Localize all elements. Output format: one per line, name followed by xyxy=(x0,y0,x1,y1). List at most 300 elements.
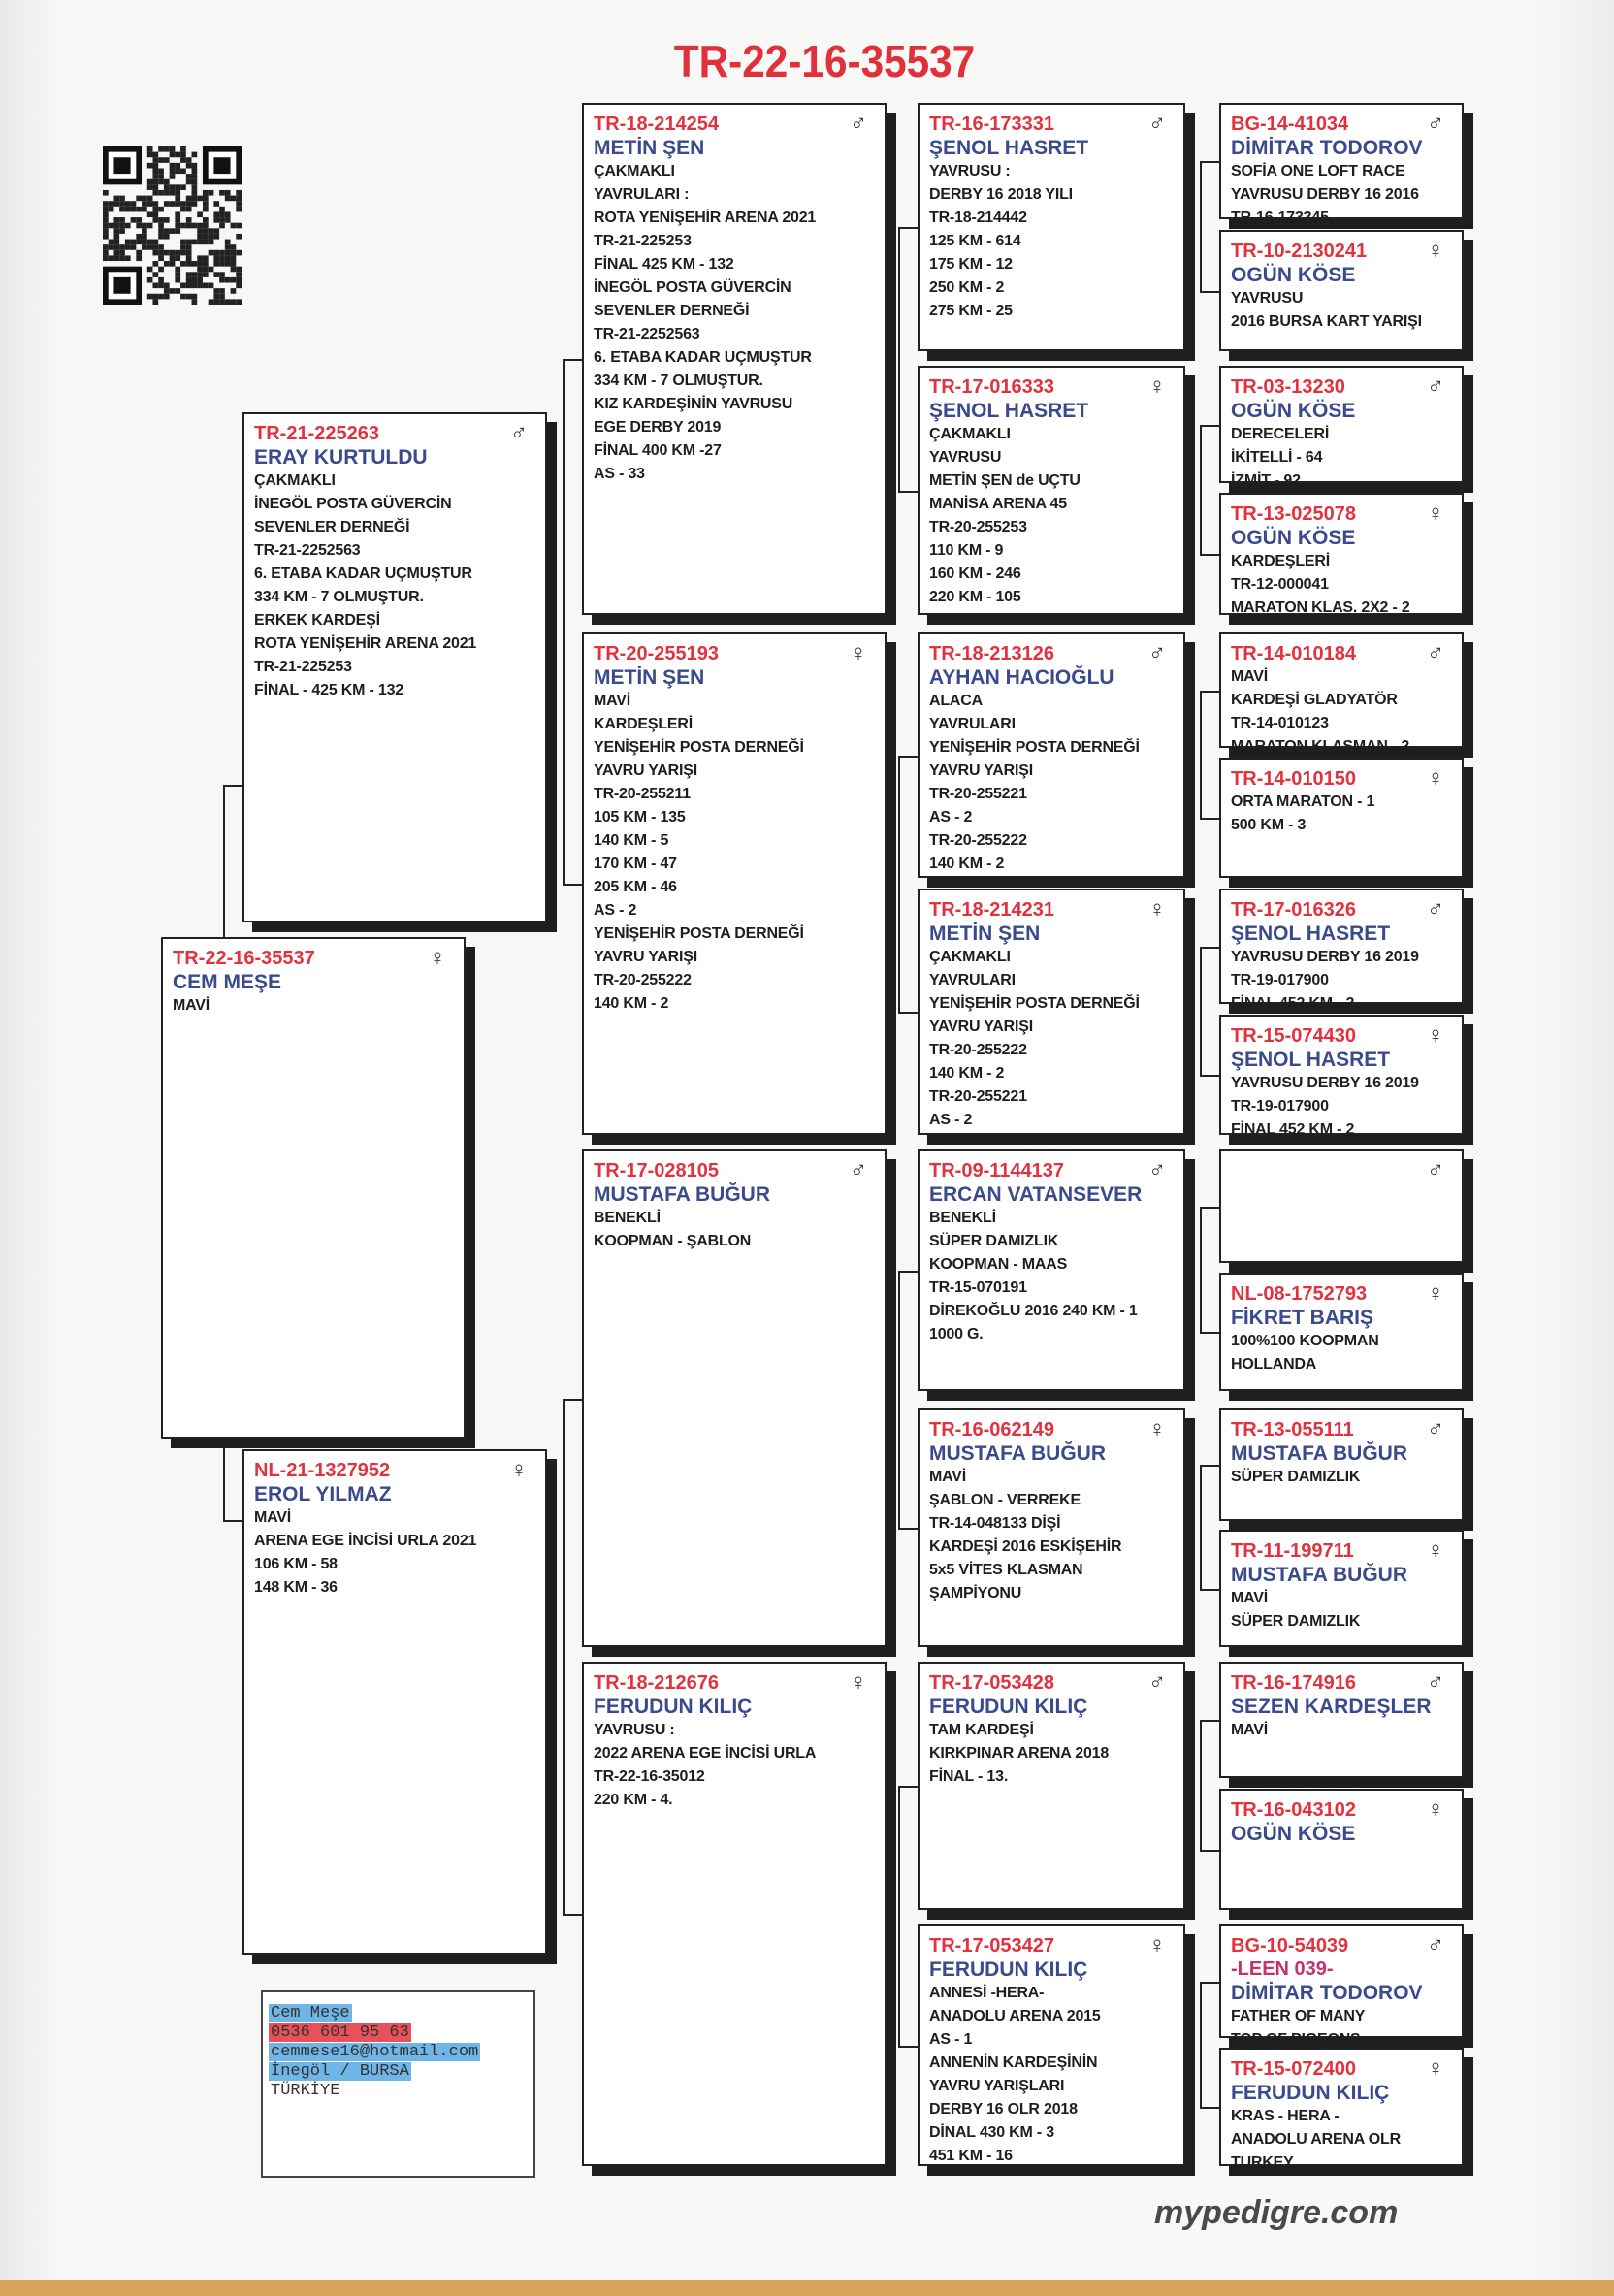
contact-line xyxy=(269,2004,528,2023)
qr-module xyxy=(136,255,142,261)
qr-module xyxy=(197,272,203,277)
note-line: FİNAL 452 KM - 2 xyxy=(1231,1121,1355,1138)
qr-module xyxy=(197,261,203,267)
note-line: SOFİA ONE LOFT RACE xyxy=(1231,163,1405,179)
qr-module xyxy=(164,184,170,190)
qr-module xyxy=(125,201,131,207)
note-line: YAVRU YARIŞI xyxy=(929,762,1033,779)
connector-line xyxy=(1200,1589,1219,1591)
qr-module xyxy=(147,146,153,152)
qr-module xyxy=(203,283,209,289)
note-line: 6. ETABA KADAR UÇMUŞTUR xyxy=(594,349,812,366)
qr-module xyxy=(158,255,164,261)
note-line: ÇAKMAKLI xyxy=(254,472,336,489)
great-grandparent-card xyxy=(918,103,1185,351)
ring-number: TR-15-074430 xyxy=(1231,1025,1356,1047)
note-line: TR-15-070191 xyxy=(929,1279,1027,1296)
owner-name: ŞENOL HASRET xyxy=(929,137,1089,159)
note-line: TOP OF PIGEONS xyxy=(1231,2031,1361,2048)
qr-module xyxy=(103,201,109,207)
connector-line xyxy=(1200,1332,1219,1334)
qr-module xyxy=(219,211,225,217)
qr-module xyxy=(192,299,198,305)
qr-module xyxy=(192,152,198,158)
owner-name: DİMİTAR TODOROV xyxy=(1231,137,1423,159)
qr-module xyxy=(186,244,192,250)
female-icon: ♀ xyxy=(1148,896,1166,922)
qr-module xyxy=(170,174,176,179)
male-icon: ♂ xyxy=(1427,373,1444,400)
owner-name: OGÜN KÖSE xyxy=(1231,400,1356,422)
qr-module xyxy=(152,240,158,245)
note-line: TAM KARDEŞİ xyxy=(929,1722,1034,1738)
qr-module xyxy=(158,179,164,185)
qr-module xyxy=(192,240,198,245)
qr-module xyxy=(103,255,109,261)
owner-name: ERCAN VATANSEVER xyxy=(929,1183,1143,1206)
qr-module xyxy=(170,261,176,267)
male-icon: ♂ xyxy=(1427,111,1444,137)
qr-module xyxy=(170,184,176,190)
note-line: TR-21-2252563 xyxy=(254,542,361,559)
note-line: 6. ETABA KADAR UÇMUŞTUR xyxy=(254,566,472,582)
great-great-grandparent-card xyxy=(1219,1273,1464,1391)
qr-module xyxy=(219,217,225,223)
ring-number: TR-18-214231 xyxy=(929,899,1054,921)
owner-name: MUSTAFA BUĞUR xyxy=(594,1183,770,1206)
qr-module xyxy=(219,294,225,300)
note-line: YAVRUSU : xyxy=(594,1722,675,1738)
qr-module xyxy=(203,240,209,245)
qr-module xyxy=(180,223,186,229)
ring-number: TR-09-1144137 xyxy=(929,1160,1064,1181)
qr-module xyxy=(231,244,237,250)
qr-module xyxy=(203,217,209,223)
qr-finder xyxy=(113,157,130,174)
qr-module xyxy=(152,283,158,289)
note-line: 160 KM - 246 xyxy=(929,566,1021,582)
female-icon: ♀ xyxy=(1427,501,1444,527)
qr-module xyxy=(219,250,225,256)
qr-module xyxy=(197,277,203,283)
qr-module xyxy=(109,201,114,207)
qr-module xyxy=(192,272,198,277)
note-line: TR-20-255221 xyxy=(929,786,1027,802)
note-line: TURKEY xyxy=(1231,2154,1294,2171)
connector-line xyxy=(1200,1982,1202,2108)
female-icon: ♀ xyxy=(1427,1537,1444,1564)
grandparent-card xyxy=(582,1662,887,2166)
qr-module xyxy=(125,207,131,212)
owner-name: MUSTAFA BUĞUR xyxy=(1231,1564,1407,1586)
note-line: TR-20-255222 xyxy=(929,1042,1027,1058)
note-line: KARDEŞİ GLADYATÖR xyxy=(1231,692,1398,708)
qr-module xyxy=(225,299,231,305)
female-icon: ♀ xyxy=(1427,1796,1444,1823)
owner-name: DİMİTAR TODOROV xyxy=(1231,1982,1423,2004)
connector-line xyxy=(1200,947,1202,1076)
contact-text: cemmese16@hotmail.com xyxy=(271,2043,479,2061)
female-icon: ♀ xyxy=(850,640,867,666)
male-icon: ♂ xyxy=(850,1157,867,1183)
connector-line xyxy=(563,1399,565,1915)
female-icon: ♀ xyxy=(850,1669,867,1696)
qr-module xyxy=(175,184,180,190)
note-line: 5x5 VİTES KLASMAN xyxy=(929,1562,1083,1578)
qr-module xyxy=(186,272,192,277)
ring-number: TR-18-214254 xyxy=(594,113,719,135)
note-line: 106 KM - 58 xyxy=(254,1556,338,1572)
qr-module xyxy=(180,250,186,256)
owner-name: EROL YILMAZ xyxy=(254,1483,392,1505)
ring-number: TR-17-016333 xyxy=(929,376,1054,398)
qr-module xyxy=(175,255,180,261)
qr-module xyxy=(219,223,225,229)
qr-module xyxy=(225,244,231,250)
ring-number: TR-16-174916 xyxy=(1231,1672,1356,1694)
ring-number: TR-18-212676 xyxy=(594,1672,719,1694)
great-grandparent-card xyxy=(918,1408,1185,1647)
qr-module xyxy=(131,201,137,207)
contact-text: İnegöl / BURSA xyxy=(271,2062,409,2081)
note-line: AS - 2 xyxy=(929,809,973,825)
qr-module xyxy=(180,157,186,163)
qr-module xyxy=(147,163,153,169)
note-line: 2016 BURSA KART YARIŞI xyxy=(1231,313,1422,330)
qr-module xyxy=(213,201,219,207)
qr-module xyxy=(158,250,164,256)
owner-name: ŞENOL HASRET xyxy=(1231,1049,1391,1071)
connector-line xyxy=(1200,1982,1219,1984)
note-line: MAVİ xyxy=(1231,1722,1269,1738)
owner-name: ŞENOL HASRET xyxy=(1231,922,1391,945)
qr-module xyxy=(147,179,153,185)
qr-module xyxy=(113,244,119,250)
note-line: SEVENLER DERNEĞİ xyxy=(594,303,750,319)
note-line: YAVRUSU DERBY 16 2019 xyxy=(1231,949,1419,965)
note-line: KARDEŞLERİ xyxy=(594,716,694,732)
qr-module xyxy=(186,207,192,212)
qr-module xyxy=(225,261,231,267)
qr-module xyxy=(231,196,237,202)
qr-module xyxy=(209,228,214,234)
qr-module xyxy=(180,184,186,190)
qr-module xyxy=(147,267,153,273)
note-line: TR-20-255222 xyxy=(594,972,692,988)
great-great-grandparent-card xyxy=(1219,1530,1464,1647)
female-icon: ♀ xyxy=(1427,1022,1444,1049)
grandparent-card xyxy=(582,103,887,615)
ring-number: TR-11-199711 xyxy=(1231,1540,1354,1562)
male-icon: ♂ xyxy=(1148,1157,1166,1183)
note-line: İKİTELLİ - 64 xyxy=(1231,449,1323,466)
qr-module xyxy=(109,244,114,250)
note-line: YAVRUSU xyxy=(929,449,1002,466)
ring-number: TR-16-173331 xyxy=(929,113,1054,135)
note-line: TR-21-2252563 xyxy=(594,326,700,342)
qr-module xyxy=(197,228,203,234)
owner-name: SEZEN KARDEŞLER xyxy=(1231,1696,1432,1718)
owner-name: FERUDUN KILIÇ xyxy=(929,1958,1088,1981)
qr-module xyxy=(186,174,192,179)
qr-module xyxy=(152,174,158,179)
qr-module xyxy=(213,288,219,294)
note-line: TR-20-255222 xyxy=(929,832,1027,849)
great-grandparent-card xyxy=(918,1662,1185,1910)
note-line: 170 KM - 47 xyxy=(594,856,677,872)
great-great-grandparent-card xyxy=(1219,1149,1464,1263)
note-line: YAVRUSU : xyxy=(929,163,1011,179)
ring-number: TR-13-025078 xyxy=(1231,503,1356,525)
qr-module xyxy=(136,196,142,202)
note-line: ALACA xyxy=(929,693,983,709)
qr-module xyxy=(147,294,153,300)
qr-module xyxy=(152,152,158,158)
qr-module xyxy=(142,244,147,250)
qr-module xyxy=(152,299,158,305)
note-line: SÜPER DAMIZLIK xyxy=(1231,1613,1361,1630)
contact-box xyxy=(261,1990,535,2178)
owner-name: AYHAN HACIOĞLU xyxy=(929,666,1114,689)
note-line: MAVİ xyxy=(1231,1590,1269,1606)
note-line: MAVİ xyxy=(929,1469,967,1485)
qr-module xyxy=(119,244,125,250)
qr-module xyxy=(197,283,203,289)
qr-module xyxy=(192,201,198,207)
great-great-grandparent-card xyxy=(1219,889,1464,1012)
ring-number: TR-17-053428 xyxy=(929,1672,1054,1694)
qr-module xyxy=(180,207,186,212)
qr-module xyxy=(192,283,198,289)
qr-module xyxy=(197,234,203,240)
note-line: AS - 2 xyxy=(594,902,637,919)
qr-module xyxy=(236,190,242,196)
female-icon: ♀ xyxy=(1427,1280,1444,1307)
note-line: DERBY 16 2018 YILI xyxy=(929,186,1073,203)
qr-module xyxy=(170,168,176,174)
owner-name: OGÜN KÖSE xyxy=(1231,264,1356,286)
note-line: YAVRU YARIŞI xyxy=(929,1019,1033,1035)
note-line: KRAS - HERA - xyxy=(1231,2108,1340,2124)
note-line: YENİŞEHİR POSTA DERNEĞİ xyxy=(594,925,804,942)
qr-module xyxy=(158,217,164,223)
connector-line xyxy=(1200,1465,1202,1589)
qr-module xyxy=(209,267,214,273)
qr-module xyxy=(213,261,219,267)
note-line: ÇAKMAKLI xyxy=(929,949,1011,965)
note-line: DİREKOĞLU 2016 240 KM - 1 xyxy=(929,1303,1138,1319)
great-great-grandparent-card xyxy=(1219,1924,1464,2048)
qr-module xyxy=(152,201,158,207)
connector-line xyxy=(1200,291,1219,293)
qr-module xyxy=(175,152,180,158)
qr-module xyxy=(236,250,242,256)
qr-module xyxy=(131,217,137,223)
qr-module xyxy=(109,223,114,229)
note-line: TR-21-225253 xyxy=(254,659,352,675)
contact-line xyxy=(269,2082,528,2101)
connector-line xyxy=(563,359,565,884)
note-line: ANNESİ -HERA- xyxy=(929,1985,1045,2001)
connector-line xyxy=(898,2046,918,2048)
note-line: YAVRUSU DERBY 16 2016 xyxy=(1231,186,1419,203)
male-icon: ♂ xyxy=(1427,1157,1444,1183)
note-line: 220 KM - 4. xyxy=(594,1792,673,1808)
qr-module xyxy=(186,201,192,207)
contact-text: Cem Meşe xyxy=(271,2004,350,2022)
contact-text: 0536 601 95 63 xyxy=(271,2023,409,2042)
qr-module xyxy=(136,234,142,240)
qr-module xyxy=(175,288,180,294)
connector-line xyxy=(898,1786,900,2046)
female-icon: ♀ xyxy=(510,1457,528,1483)
note-line: ROTA YENİŞEHİR ARENA 2021 xyxy=(594,210,817,226)
note-line: FATHER OF MANY xyxy=(1231,2008,1366,2024)
qr-module xyxy=(164,283,170,289)
great-great-grandparent-card xyxy=(1219,758,1464,878)
note-line: KOOPMAN - ŞABLON xyxy=(594,1233,752,1249)
note-line: ROTA YENİŞEHİR ARENA 2021 xyxy=(254,635,477,652)
connector-line xyxy=(1200,1207,1202,1333)
qr-module xyxy=(103,228,109,234)
note-line: YAVRU YARIŞLARI xyxy=(929,2078,1065,2094)
qr-module xyxy=(209,299,214,305)
male-icon: ♂ xyxy=(1427,1416,1444,1442)
great-grandparent-card xyxy=(918,1924,1185,2166)
note-line: 110 KM - 9 xyxy=(929,542,1004,559)
great-grandparent-card xyxy=(918,1149,1185,1391)
qr-module xyxy=(103,190,109,196)
qr-module xyxy=(152,261,158,267)
qr-module xyxy=(158,234,164,240)
note-line: YAVRU YARIŞI xyxy=(594,762,697,779)
qr-module xyxy=(175,163,180,169)
owner-name: METİN ŞEN xyxy=(929,922,1041,945)
note-line: TR-20-255221 xyxy=(929,1088,1027,1105)
note-line: MARATON KLASMAN - 2 xyxy=(1231,738,1410,755)
qr-module xyxy=(164,190,170,196)
connector-line xyxy=(898,1528,918,1530)
qr-module xyxy=(158,283,164,289)
qr-module xyxy=(203,207,209,212)
qr-module xyxy=(119,250,125,256)
qr-module xyxy=(192,168,198,174)
owner-name: OGÜN KÖSE xyxy=(1231,527,1356,549)
qr-module xyxy=(152,272,158,277)
footer-brand: mypedigre.com xyxy=(1154,2194,1399,2231)
qr-module xyxy=(136,207,142,212)
qr-module xyxy=(113,228,119,234)
note-line: ERKEK KARDEŞİ xyxy=(254,612,380,629)
ring-number: TR-16-062149 xyxy=(929,1419,1054,1440)
qr-module xyxy=(175,272,180,277)
qr-module xyxy=(213,228,219,234)
note-line: SÜPER DAMIZLIK xyxy=(929,1233,1059,1249)
qr-module xyxy=(175,277,180,283)
male-icon: ♂ xyxy=(1427,896,1444,922)
qr-module xyxy=(219,277,225,283)
qr-module xyxy=(103,234,109,240)
qr-code xyxy=(103,146,242,305)
qr-module xyxy=(225,255,231,261)
qr-module xyxy=(225,277,231,283)
qr-module xyxy=(225,217,231,223)
ring-number: TR-14-010150 xyxy=(1231,768,1356,790)
qr-module xyxy=(170,146,176,152)
owner-name: MUSTAFA BUĞUR xyxy=(1231,1442,1407,1465)
qr-module xyxy=(175,211,180,217)
qr-module xyxy=(180,294,186,300)
note-line: 451 KM - 16 xyxy=(929,2148,1013,2164)
qr-module xyxy=(203,228,209,234)
qr-module xyxy=(147,201,153,207)
subject-card xyxy=(161,937,466,1439)
male-icon: ♂ xyxy=(1427,1669,1444,1696)
qr-module xyxy=(158,267,164,273)
female-icon: ♀ xyxy=(1427,765,1444,792)
great-grandparent-card xyxy=(918,366,1185,615)
great-grandparent-card xyxy=(918,889,1185,1135)
note-line: KOOPMAN - MAAS xyxy=(929,1256,1068,1273)
note-line: 500 KM - 3 xyxy=(1231,817,1307,833)
note-line: 175 KM - 12 xyxy=(929,256,1013,273)
note-line: 275 KM - 25 xyxy=(929,303,1013,319)
qr-module xyxy=(136,250,142,256)
connector-line xyxy=(1200,554,1219,556)
qr-module xyxy=(186,157,192,163)
ring-number: BG-10-54039 xyxy=(1231,1935,1349,1956)
qr-module xyxy=(197,196,203,202)
qr-module xyxy=(225,250,231,256)
qr-module xyxy=(213,272,219,277)
connector-line xyxy=(1200,818,1219,820)
qr-module xyxy=(158,223,164,229)
qr-module xyxy=(213,299,219,305)
qr-module xyxy=(152,217,158,223)
note-line: TR-18-214442 xyxy=(929,210,1027,226)
qr-module xyxy=(164,261,170,267)
note-line: YENİŞEHİR POSTA DERNEĞİ xyxy=(929,995,1140,1012)
note-line: HOLLANDA xyxy=(1231,1356,1317,1373)
qr-module xyxy=(142,201,147,207)
qr-module xyxy=(219,299,225,305)
ring-alias: -LEEN 039- xyxy=(1231,1958,1334,1980)
qr-module xyxy=(103,244,109,250)
qr-module xyxy=(119,201,125,207)
qr-module xyxy=(125,240,131,245)
qr-module xyxy=(231,288,237,294)
qr-module xyxy=(175,223,180,229)
qr-module xyxy=(175,190,180,196)
qr-module xyxy=(180,146,186,152)
note-line: DERBY 16 OLR 2018 xyxy=(929,2101,1078,2118)
qr-module xyxy=(119,196,125,202)
note-line: 2022 ARENA EGE İNCİSİ URLA xyxy=(594,1745,817,1762)
qr-module xyxy=(203,190,209,196)
qr-module xyxy=(192,261,198,267)
qr-module xyxy=(164,294,170,300)
qr-module xyxy=(147,244,153,250)
owner-name: MUSTAFA BUĞUR xyxy=(929,1442,1106,1465)
qr-module xyxy=(109,240,114,245)
note-line: EGE DERBY 2019 xyxy=(594,419,722,436)
qr-module xyxy=(142,234,147,240)
qr-module xyxy=(203,234,209,240)
note-line: TR-22-16-35012 xyxy=(594,1768,705,1785)
connector-line xyxy=(898,227,918,229)
qr-module xyxy=(175,217,180,223)
paper-edge xyxy=(0,2280,1614,2296)
